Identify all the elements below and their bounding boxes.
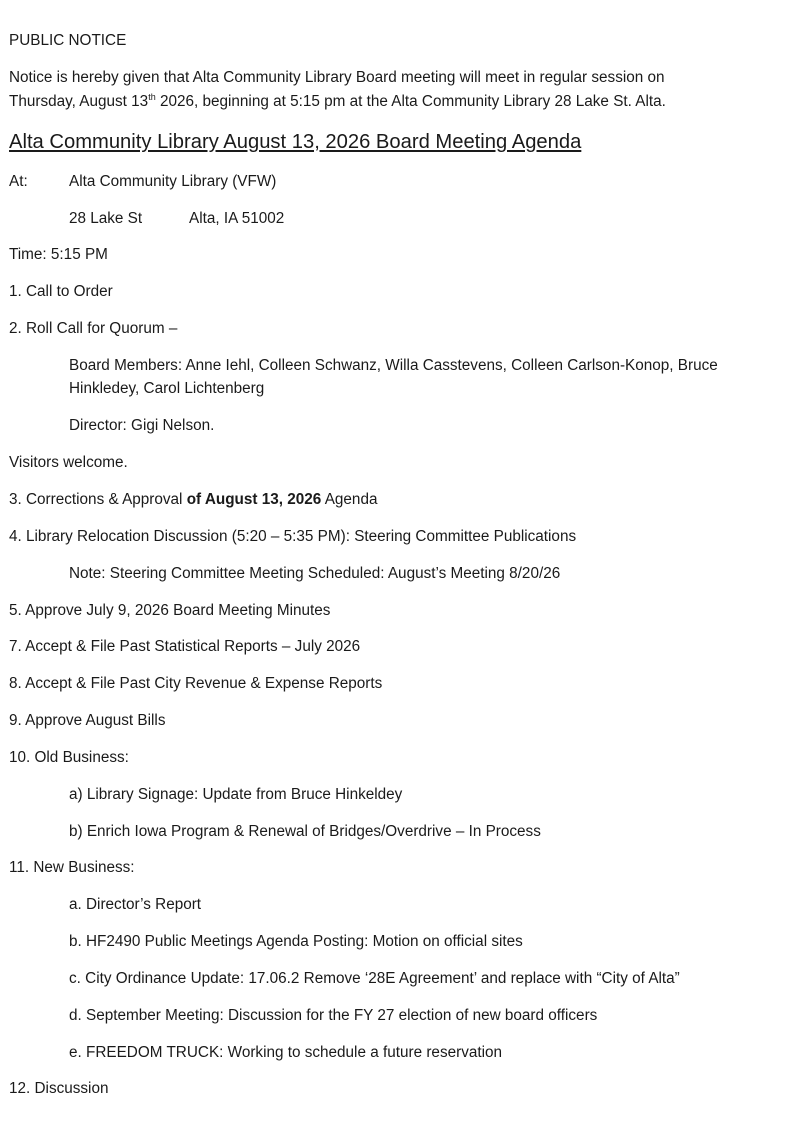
new-business-a: a. Director’s Report — [69, 896, 202, 913]
relocation-note: Note: Steering Committee Meeting Scheduled: August’s Meeting 8/20/26 — [69, 565, 561, 582]
agenda-item-statistical-reports: 7. Accept & File Past Statistical Reports – July 2026 — [9, 638, 361, 655]
location-city: Alta, IA 51002 — [189, 210, 285, 227]
agenda-item-relocation: 4. Library Relocation Discussion (5:20 – 5:35 PM): Steering Committee Publications — [9, 528, 577, 545]
agenda-item-minutes: 5. Approve July 9, 2026 Board Meeting Minutes — [9, 602, 331, 619]
new-business-c: c. City Ordinance Update: 17.06.2 Remove ‘28E Agreement’ and replace with “City of Alta” — [69, 970, 680, 987]
notice-date: Thursday, August 13 — [9, 93, 149, 110]
agenda-item-old-business: 10. Old Business: — [9, 749, 129, 766]
location-row — [9, 172, 783, 192]
notice-text-line-2 — [9, 92, 783, 112]
corrections-text: 3. Corrections & Approval — [9, 491, 187, 508]
board-members-line-1: Board Members: Anne Iehl, Colleen Schwanz, Willa Casstevens, Colleen Carlson-Konop, Bruce — [69, 357, 718, 374]
old-business-a: a) Library Signage: Update from Bruce Hinkeldey — [69, 786, 403, 803]
notice-date-suffix: th — [148, 91, 156, 102]
agenda-title: Alta Community Library August 13, 2026 Board Meeting Agenda — [9, 131, 582, 153]
location-street: 28 Lake St — [69, 210, 143, 227]
old-business-b: b) Enrich Iowa Program & Renewal of Bridges/Overdrive – In Process — [69, 823, 541, 840]
agenda-item-new-business: 11. New Business: — [9, 859, 135, 876]
corrections-suffix: Agenda — [321, 491, 378, 508]
agenda-item-discussion: 12. Discussion — [9, 1080, 109, 1097]
new-business-d: d. September Meeting: Discussion for the FY 27 election of new board officers — [69, 1007, 598, 1024]
agenda-item-city-reports: 8. Accept & File Past City Revenue & Expense Reports — [9, 675, 383, 692]
notice-details: 2026, beginning at 5:15 pm at the Alta Community Library 28 Lake St. Alta. — [155, 93, 666, 110]
location-label: At: — [9, 173, 28, 190]
public-notice-heading: PUBLIC NOTICE — [9, 32, 127, 49]
board-members-line-2: Hinkledey, Carol Lichtenberg — [69, 380, 265, 397]
agenda-item-corrections — [9, 490, 783, 510]
new-business-e: e. FREEDOM TRUCK: Working to schedule a future reservation — [69, 1044, 503, 1061]
address-row — [69, 209, 783, 229]
notice-text-line-1: Notice is hereby given that Alta Community Library Board meeting will meet in regular session on — [9, 69, 665, 86]
agenda-item-bills: 9. Approve August Bills — [9, 712, 166, 729]
new-business-b: b. HF2490 Public Meetings Agenda Posting: Motion on official sites — [69, 933, 523, 950]
location-name: Alta Community Library (VFW) — [69, 173, 277, 190]
meeting-time: Time: 5:15 PM — [9, 246, 108, 263]
agenda-item-roll-call: 2. Roll Call for Quorum – — [9, 320, 178, 337]
director-name: Director: Gigi Nelson. — [69, 417, 215, 434]
corrections-date: of August 13, 2026 — [186, 491, 322, 508]
visitors-welcome: Visitors welcome. — [9, 454, 128, 471]
agenda-item-call-to-order: 1. Call to Order — [9, 283, 113, 300]
